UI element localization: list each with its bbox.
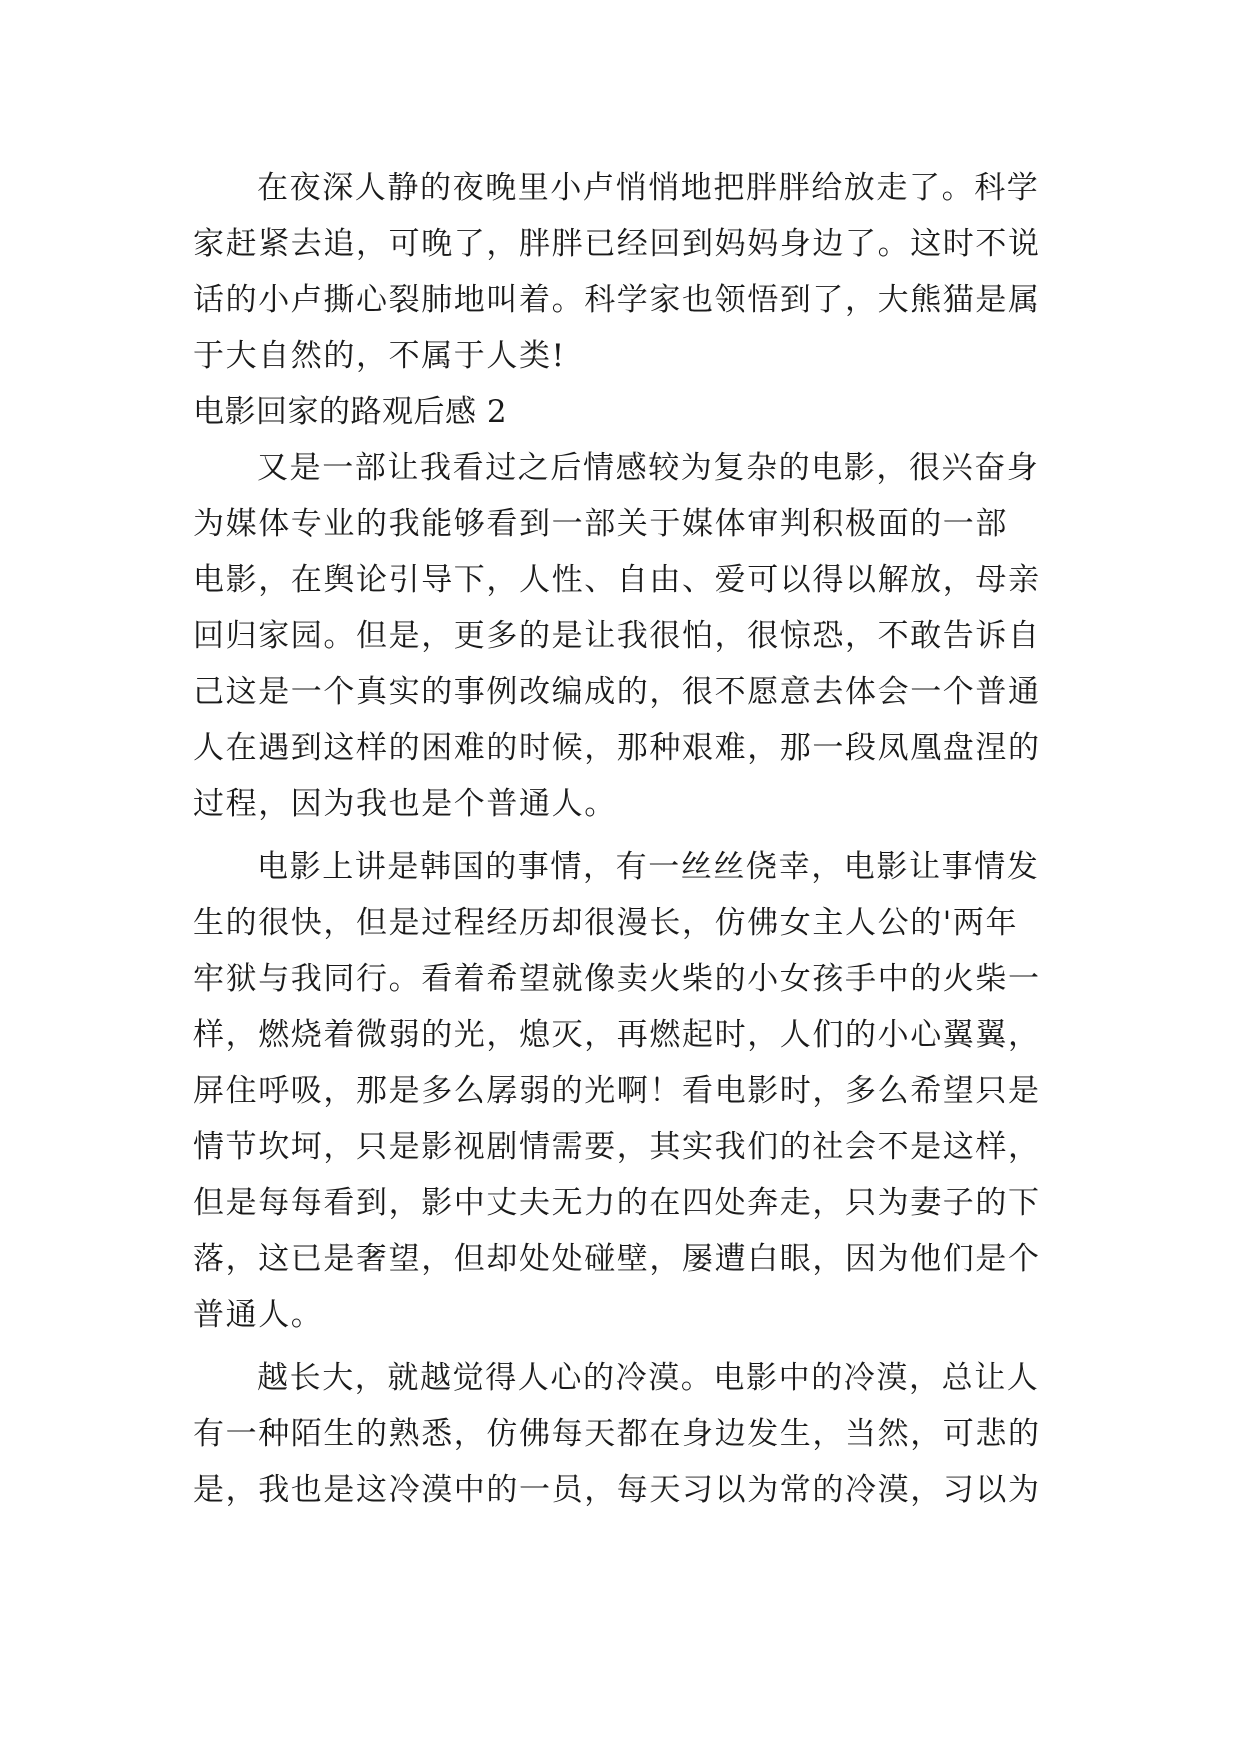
text-line: 生的很快，但是过程经历却很漫长，仿佛女主人公的'两年 (193, 905, 1019, 941)
text-line: 牢狱与我同行。看着希望就像卖火柴的小女孩手中的火柴一 (193, 961, 1041, 997)
text-line: 屏住呼吸，那是多么孱弱的光啊！看电影时，多么希望只是 (193, 1073, 1041, 1109)
text-line: 越长大，就越觉得人心的冷漠。电影中的冷漠，总让人 (257, 1360, 1040, 1396)
text-line: 有一种陌生的熟悉，仿佛每天都在身边发生，当然，可悲的 (193, 1416, 1041, 1452)
text-line: 回归家园。但是，更多的是让我很怕，很惊恐，不敢告诉自 (193, 618, 1041, 654)
paragraph (193, 1350, 1053, 1518)
text-line: 于大自然的，不属于人类! (193, 338, 566, 374)
text-line: 在夜深人静的夜晚里小卢悄悄地把胖胖给放走了。科学 (257, 170, 1040, 206)
text-line: 人在遇到这样的困难的时候，那种艰难，那一段凤凰盘涅的 (193, 730, 1041, 766)
text-line: 家赶紧去追，可晚了，胖胖已经回到妈妈身边了。这时不说 (193, 226, 1041, 262)
paragraph (193, 440, 1053, 832)
text-line: 普通人。 (193, 1297, 324, 1333)
text-line: 情节坎坷，只是影视剧情需要，其实我们的社会不是这样， (193, 1129, 1041, 1165)
document-body (193, 160, 1053, 1525)
section-heading: 电影回家的路观后感 2 (193, 394, 508, 430)
text-line: 但是每每看到，影中丈夫无力的在四处奔走，只为妻子的下 (193, 1185, 1041, 1221)
text-line: 话的小卢撕心裂肺地叫着。科学家也领悟到了，大熊猫是属 (193, 282, 1041, 318)
text-line: 又是一部让我看过之后情感较为复杂的电影，很兴奋身 (257, 450, 1040, 486)
text-line: 电影上讲是韩国的事情，有一丝丝侥幸，电影让事情发 (257, 849, 1040, 885)
text-line: 过程，因为我也是个普通人。 (193, 786, 617, 822)
text-line: 为媒体专业的我能够看到一部关于媒体审判积极面的一部 (193, 506, 1008, 542)
text-line: 样，燃烧着微弱的光，熄灭，再燃起时，人们的小心翼翼， (193, 1017, 1041, 1053)
text-line: 己这是一个真实的事例改编成的，很不愿意去体会一个普通 (193, 674, 1041, 710)
text-line: 电影，在舆论引导下，人性、自由、爱可以得以解放，母亲 (193, 562, 1041, 598)
text-line: 落，这已是奢望，但却处处碰壁，屡遭白眼，因为他们是个 (193, 1241, 1041, 1277)
paragraph (193, 839, 1053, 1343)
text-line: 是，我也是这冷漠中的一员，每天习以为常的冷漠，习以为 (193, 1472, 1041, 1508)
paragraph-continued (193, 160, 1053, 384)
